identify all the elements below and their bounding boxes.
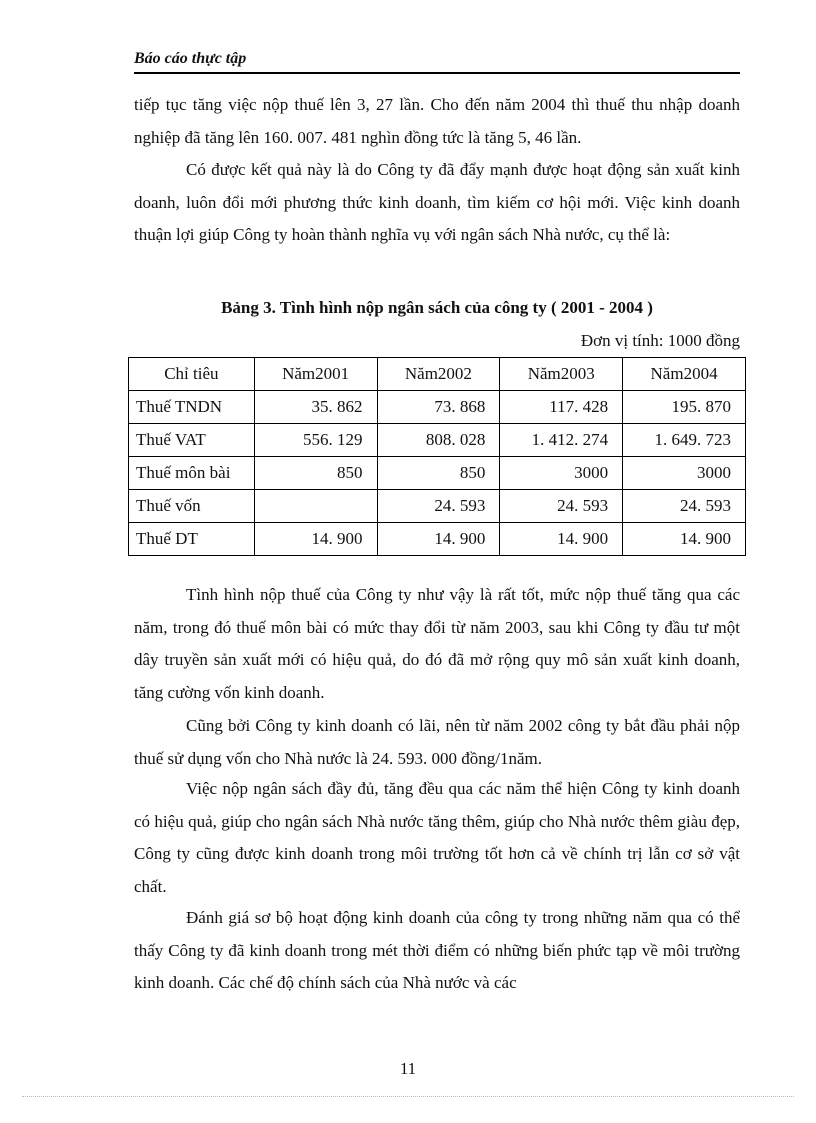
table-cell: 14. 900 xyxy=(500,523,623,556)
tax-table xyxy=(128,357,746,556)
table-cell: 24. 593 xyxy=(377,490,500,523)
table-header-cell: Năm2002 xyxy=(377,358,500,391)
page-header xyxy=(134,47,740,74)
row-label: Thuế môn bài xyxy=(129,457,255,490)
row-label: Thuế VAT xyxy=(129,424,255,457)
table-row xyxy=(129,490,746,523)
table-cell: 35. 862 xyxy=(254,391,377,424)
table-unit: Đơn vị tính: 1000 đồng xyxy=(580,331,740,350)
table-row xyxy=(129,424,746,457)
table-cell: 850 xyxy=(254,457,377,490)
table-row xyxy=(129,457,746,490)
page-number: 11 xyxy=(399,1059,417,1078)
table-header-cell: Năm2004 xyxy=(623,358,746,391)
table-caption: Bảng 3. Tình hình nộp ngân sách của công ty ( 2001 - 2004 ) xyxy=(221,298,653,317)
paragraph-6: Đánh giá sơ bộ hoạt động kinh doanh của công ty trong những năm qua có thể thấy Công ty đã kinh doanh trong mét thời điểm có những biến phức tạp về môi trường kinh doanh. Các chế độ chính sách của Nhà nước và các xyxy=(134,908,740,993)
paragraph-3: Tình hình nộp thuế của Công ty như vậy là rất tốt, mức nộp thuế tăng qua các năm, trong đó thuế môn bài có mức thay đổi từ năm 2003, sau khi Công ty đầu tư một dây truyền sản xuất mới có hiệu quả, do đó đã mở rộng quy mô sản xuất kinh doanh, tăng cường vốn kinh doanh. xyxy=(134,585,740,702)
table-header-cell: Chỉ tiêu xyxy=(129,358,255,391)
table-cell: 195. 870 xyxy=(623,391,746,424)
table-cell: 808. 028 xyxy=(377,424,500,457)
table-row xyxy=(129,391,746,424)
paragraph-5: Việc nộp ngân sách đầy đủ, tăng đều qua các năm thể hiện Công ty kinh doanh có hiệu quả, giúp cho ngân sách Nhà nước tăng thêm, giúp cho Nhà nước thêm giàu đẹp, Công ty cũng được kinh doanh trong môi trường tốt hơn cả về chính trị lẫn cơ sở vật chất. xyxy=(134,779,740,896)
paragraph-4: Cũng bởi Công ty kinh doanh có lãi, nên từ năm 2002 công ty bắt đầu phải nộp thuế sử dụng vốn cho Nhà nước là 24. 593. 000 đồng/1năm. xyxy=(134,716,740,768)
table-cell xyxy=(254,490,377,523)
table-row xyxy=(129,523,746,556)
table-header-row xyxy=(129,358,746,391)
table-cell: 1. 649. 723 xyxy=(623,424,746,457)
table-cell: 3000 xyxy=(500,457,623,490)
table-cell: 3000 xyxy=(623,457,746,490)
row-label: Thuế vốn xyxy=(129,490,255,523)
table-cell: 14. 900 xyxy=(254,523,377,556)
row-label: Thuế TNDN xyxy=(129,391,255,424)
table-cell: 850 xyxy=(377,457,500,490)
table-header-cell: Năm2001 xyxy=(254,358,377,391)
table-cell: 556. 129 xyxy=(254,424,377,457)
table-cell: 24. 593 xyxy=(623,490,746,523)
table-header-cell: Năm2003 xyxy=(500,358,623,391)
paragraph-2: Có được kết quả này là do Công ty đã đẩy mạnh được hoạt động sản xuất kinh doanh, luôn đổi mới phương thức kinh doanh, tìm kiếm cơ hội mới. Việc kinh doanh thuận lợi giúp Công ty hoàn thành nghĩa vụ với ngân sách Nhà nước, cụ thể là: xyxy=(134,160,740,245)
table-cell: 14. 900 xyxy=(377,523,500,556)
table-cell: 24. 593 xyxy=(500,490,623,523)
table-cell: 117. 428 xyxy=(500,391,623,424)
table-cell: 14. 900 xyxy=(623,523,746,556)
paragraph-1: tiếp tục tăng việc nộp thuế lên 3, 27 lần. Cho đến năm 2004 thì thuế thu nhập doanh nghiệp đã tăng lên 160. 007. 481 nghìn đồng tức là tăng 5, 46 lần. xyxy=(134,95,740,147)
row-label: Thuế DT xyxy=(129,523,255,556)
table-cell: 1. 412. 274 xyxy=(500,424,623,457)
header-title: Báo cáo thực tập xyxy=(134,50,247,67)
table-cell: 73. 868 xyxy=(377,391,500,424)
page-border-line xyxy=(22,1096,794,1097)
